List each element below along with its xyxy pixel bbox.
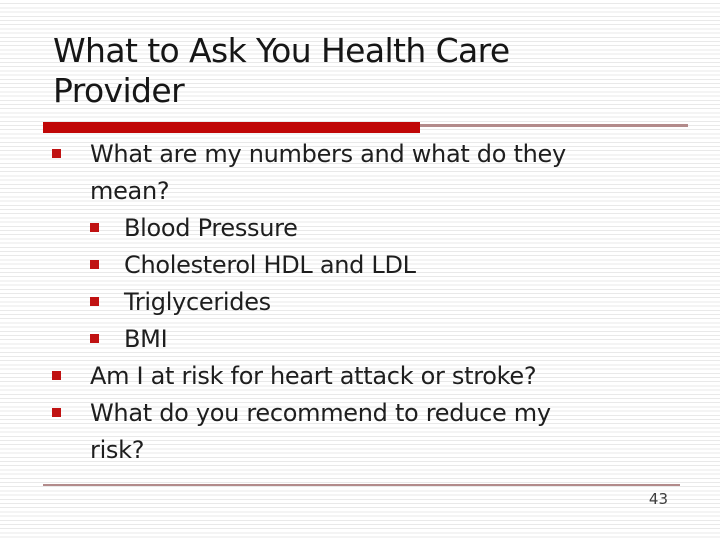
bullet-text bbox=[124, 321, 167, 358]
bullet-square-icon bbox=[52, 371, 61, 380]
page-number: 43 bbox=[648, 490, 668, 508]
title-underline-accent-bar bbox=[43, 122, 420, 133]
bullet-item-blood-pressure bbox=[43, 210, 691, 247]
slide-title-line-2: Provider bbox=[53, 71, 185, 110]
bullet-text bbox=[124, 210, 298, 247]
bullet-square-icon bbox=[52, 408, 61, 417]
bullet-text-line: What do you recommend to reduce my bbox=[90, 399, 551, 427]
footer-rule bbox=[43, 484, 680, 486]
bullet-square-icon bbox=[90, 297, 99, 306]
bullet-text-line: What are my numbers and what do they bbox=[90, 140, 566, 168]
bullet-text-line: risk? bbox=[90, 436, 145, 464]
slide-title bbox=[53, 31, 510, 111]
bullet-list bbox=[43, 136, 691, 469]
bullet-item-cholesterol bbox=[43, 247, 691, 284]
bullet-square-icon bbox=[90, 260, 99, 269]
bullet-text-line: Am I at risk for heart attack or stroke? bbox=[90, 362, 537, 390]
bullet-text bbox=[124, 284, 271, 321]
bullet-square-icon bbox=[52, 149, 61, 158]
bullet-text bbox=[124, 247, 416, 284]
bullet-text-line: Blood Pressure bbox=[124, 214, 298, 242]
bullet-text bbox=[90, 395, 551, 469]
bullet-text-line: Triglycerides bbox=[124, 288, 271, 316]
bullet-text bbox=[90, 358, 536, 395]
bullet-text-line: mean? bbox=[90, 177, 170, 205]
slide-title-line-1: What to Ask You Health Care bbox=[53, 31, 510, 70]
bullet-text bbox=[90, 136, 566, 210]
bullet-item-bmi bbox=[43, 321, 691, 358]
bullet-square-icon bbox=[90, 223, 99, 232]
bullet-text-line: BMI bbox=[124, 325, 168, 353]
bullet-item-numbers bbox=[43, 136, 691, 210]
bullet-square-icon bbox=[90, 334, 99, 343]
bullet-text-line: Cholesterol HDL and LDL bbox=[124, 251, 416, 279]
bullet-item-recommend bbox=[43, 395, 691, 469]
bullet-item-risk bbox=[43, 358, 691, 395]
bullet-item-triglycerides bbox=[43, 284, 691, 321]
